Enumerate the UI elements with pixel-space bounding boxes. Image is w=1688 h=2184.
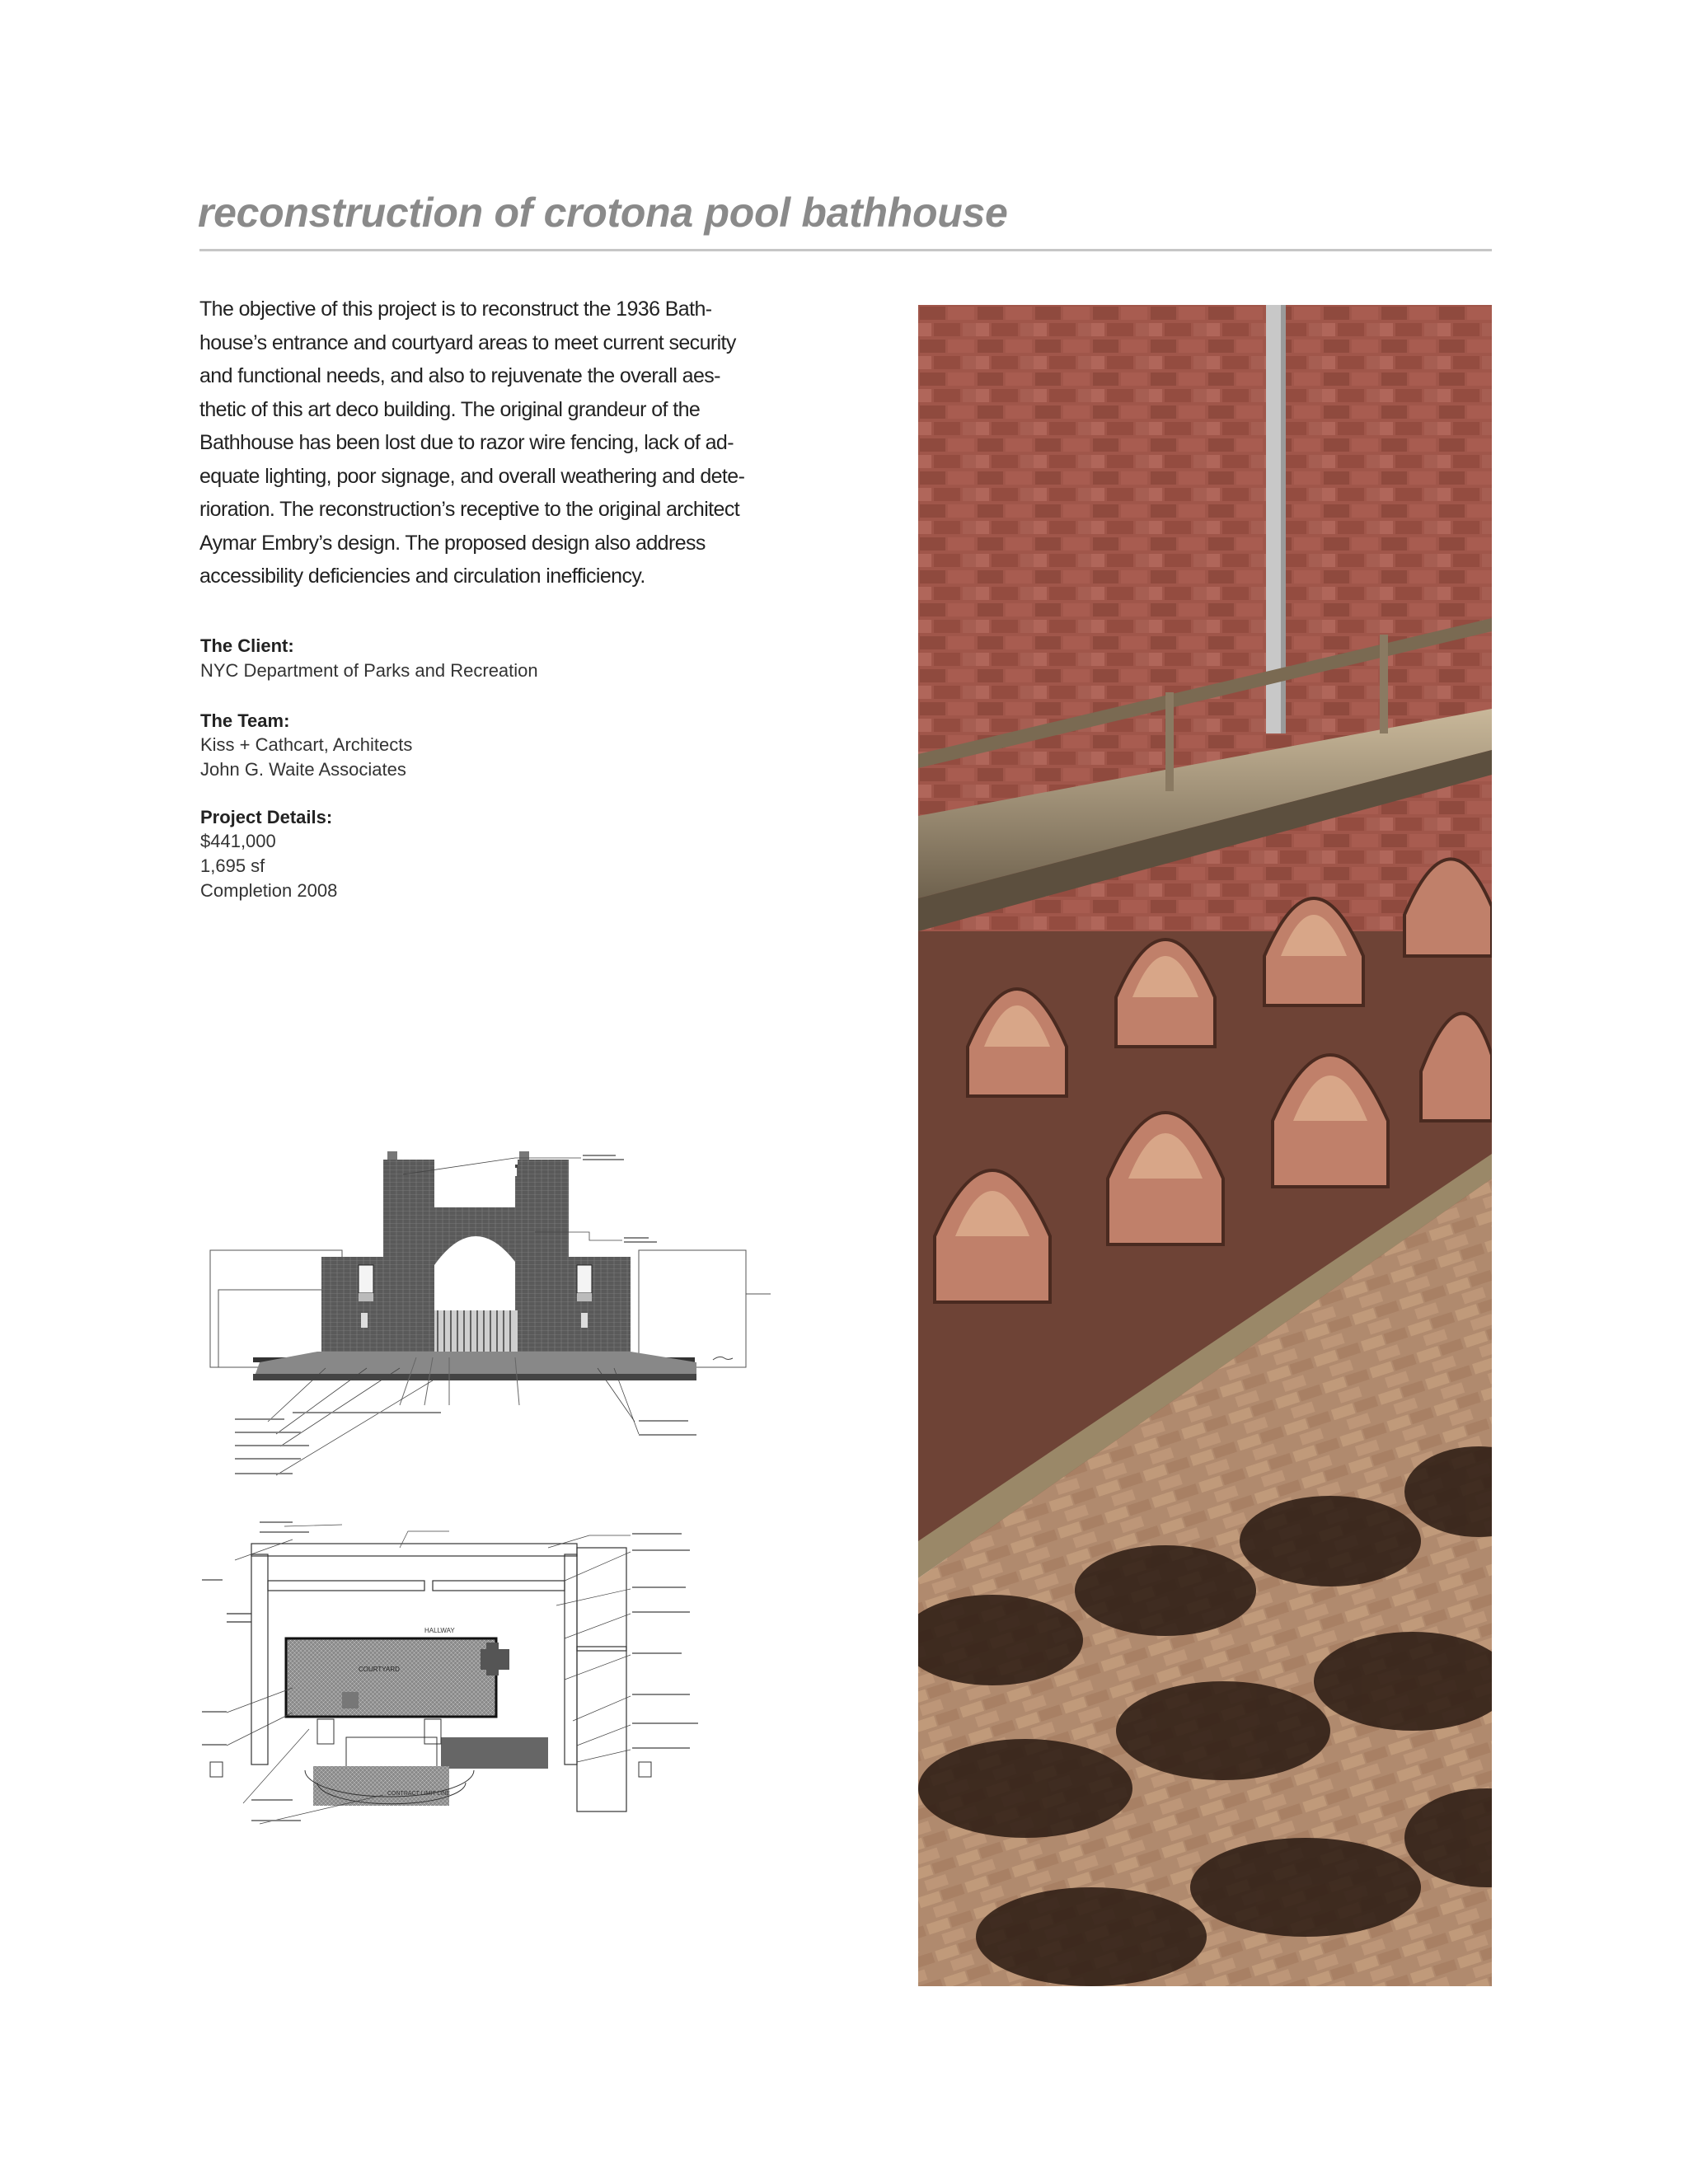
client-label: The Client: [200, 635, 294, 656]
description-line: and functional needs, and also to rejuvenate the overall aes- [199, 364, 720, 387]
details-list [200, 829, 337, 903]
team-list [200, 733, 412, 782]
detail-completion: Completion 2008 [200, 880, 338, 901]
client-name: NYC Department of Parks and Recreation [200, 660, 538, 681]
plan-hallway-label: HALLWAY [424, 1627, 455, 1634]
description-line: thetic of this art deco building. The original grandeur of the [199, 397, 701, 421]
description-line: house’s entrance and courtyard areas to meet current security [199, 330, 736, 354]
detail-cost: $441,000 [200, 831, 276, 851]
description-line: rioration. The reconstruction’s receptive to the original architect [199, 498, 740, 521]
project-description [199, 293, 776, 593]
plan-contract-line-label: CONTRACT LIMIT LINE [387, 1791, 450, 1797]
page-title: reconstruction of crotona pool bathhouse [198, 190, 1008, 236]
team-label: The Team: [200, 710, 290, 731]
bathhouse-parapet-photo [918, 305, 1492, 1986]
description-line: Aymar Embry’s design. The proposed design also address [199, 531, 706, 555]
plan-courtyard-label: COURTYARD [359, 1666, 400, 1673]
client-value [200, 658, 538, 683]
description-line: equate lighting, poor signage, and overall weathering and dete- [199, 464, 745, 488]
team-member: Kiss + Cathcart, Architects [200, 734, 413, 755]
courtyard-floor-plan-drawing [202, 1515, 779, 1828]
description-line: accessibility deficiencies and circulation inefficiency. [199, 565, 645, 588]
team-member: John G. Waite Associates [200, 759, 406, 780]
details-label: Project Details: [200, 807, 333, 827]
description-line: Bathhouse has been lost due to razor wire fencing, lack of ad- [199, 431, 734, 454]
entrance-elevation-drawing [202, 1150, 779, 1496]
description-line: The objective of this project is to reconstruct the 1936 Bath- [199, 298, 712, 321]
detail-area: 1,695 sf [200, 855, 265, 876]
title-divider [199, 249, 1492, 251]
